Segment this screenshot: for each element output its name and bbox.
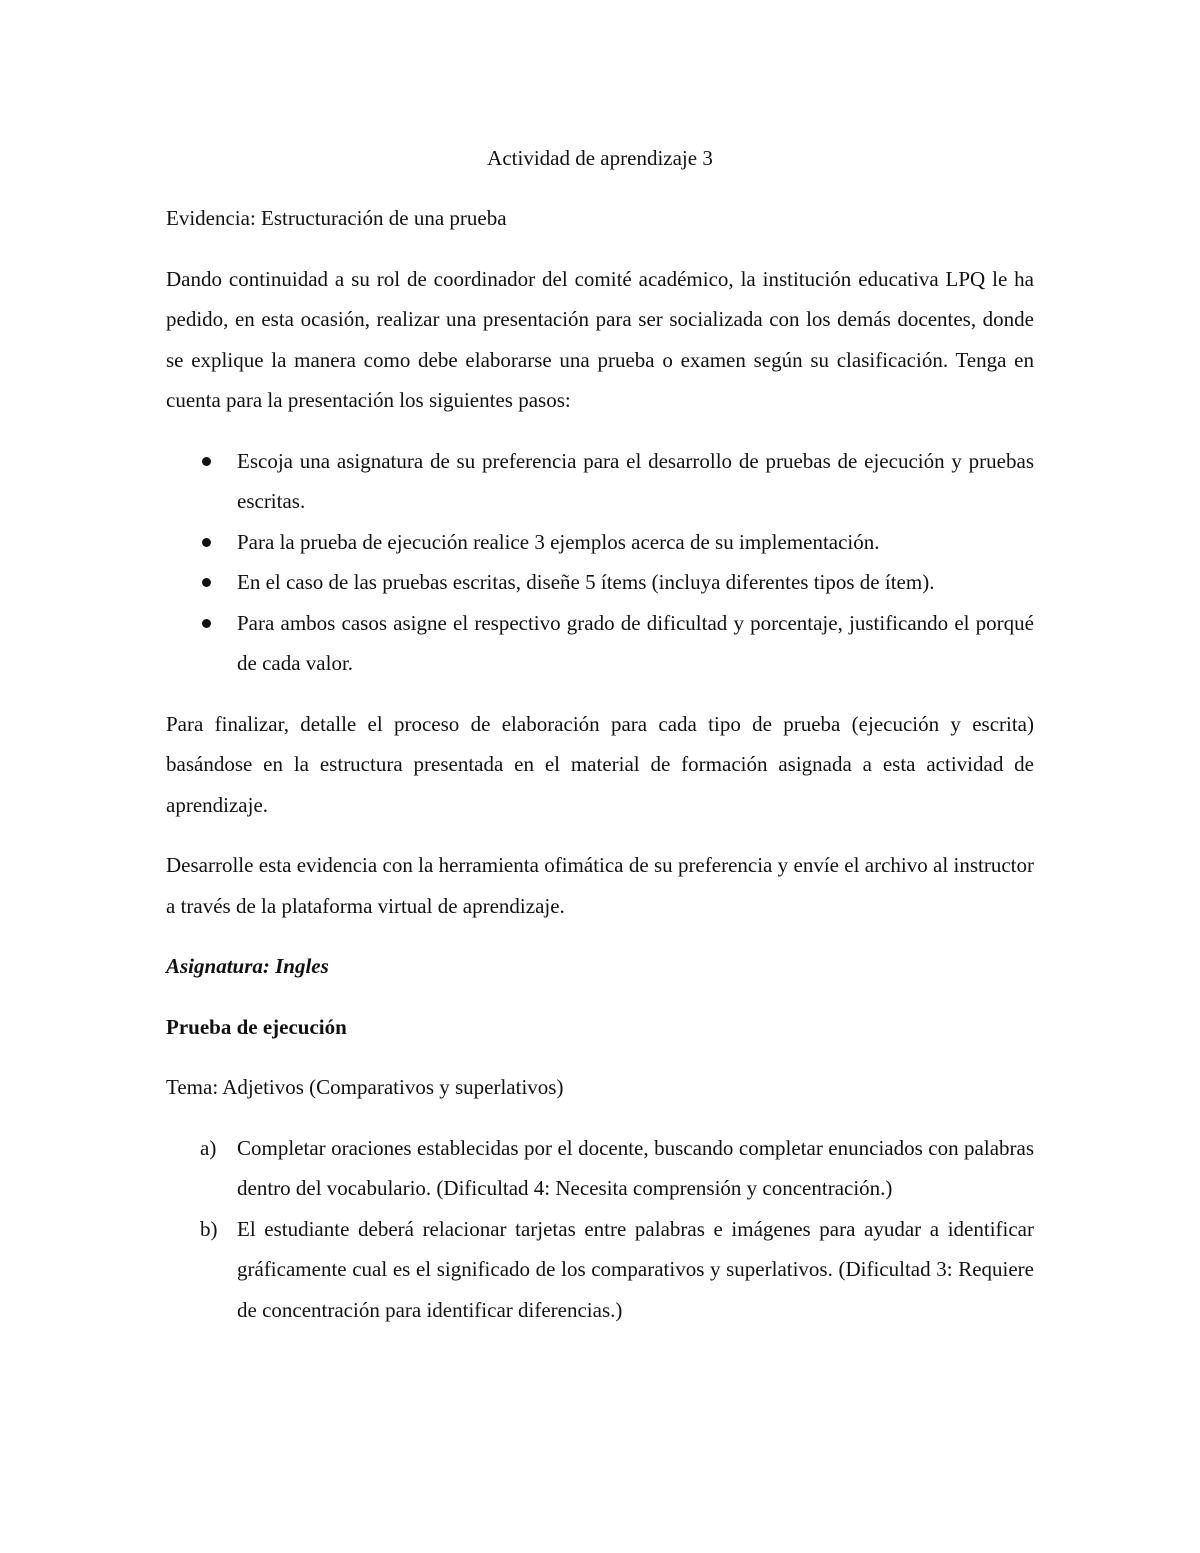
list-item [166,441,1034,522]
document-content [166,138,1034,1330]
subject-label: Asignatura: Ingles [166,954,329,978]
step-text: Para la prueba de ejecución realice 3 ejemplos acerca de su implementación. [237,529,880,554]
examples-list [166,1128,1034,1331]
topic-line: Tema: Adjetivos (Comparativos y superlativos) [166,1075,564,1099]
closing-paragraph-2: Desarrolle esta evidencia con la herramienta ofimática de su preferencia y envíe el archivo al instructor a través de la plataforma virtual de aprendizaje. [166,853,1034,918]
bullet-icon [202,538,211,547]
list-item [166,1128,1034,1209]
list-item [166,562,1034,603]
intro-paragraph: Dando continuidad a su rol de coordinador del comité académico, la institución educativa LPQ le ha pedido, en esta ocasión, realizar una presentación para ser socializada con los demás docentes, donde se explique la manera como debe elaborarse una prueba o examen según su clasificación. Tenga en cuenta para la presentación los siguientes pasos: [166,266,1034,412]
bullet-icon [202,619,211,628]
list-item [166,1209,1034,1331]
bullet-icon [202,578,211,587]
list-item [166,522,1034,563]
list-item [166,603,1034,684]
example-text: El estudiante deberá relacionar tarjetas entre palabras e imágenes para ayudar a identificar gráficamente cual es el significado de los comparativos y superlativos. (Dificultad 3: Requiere de concentración para identificar diferencias.) [237,1216,1034,1322]
section-heading: Prueba de ejecución [166,1014,347,1039]
list-marker: a) [200,1135,217,1160]
steps-list [166,441,1034,684]
evidence-line: Evidencia: Estructuración de una prueba [166,206,507,230]
example-text: Completar oraciones establecidas por el docente, buscando completar enunciados con palabras dentro del vocabulario. (Dificultad 4: Necesita comprensión y concentración.) [237,1135,1034,1200]
step-text: Escoja una asignatura de su preferencia para el desarrollo de pruebas de ejecución y pruebas escritas. [237,448,1034,513]
bullet-icon [202,457,211,466]
list-marker: b) [200,1216,218,1241]
closing-paragraph-1: Para finalizar, detalle el proceso de elaboración para cada tipo de prueba (ejecución y escrita) basándose en la estructura presentada en el material de formación asignada a esta actividad de aprendizaje. [166,711,1034,817]
step-text: Para ambos casos asigne el respectivo grado de dificultad y porcentaje, justificando el porqué de cada valor. [237,610,1034,675]
document-title: Actividad de aprendizaje 3 [487,146,713,170]
step-text: En el caso de las pruebas escritas, diseñe 5 ítems (incluya diferentes tipos de ítem). [237,570,935,594]
